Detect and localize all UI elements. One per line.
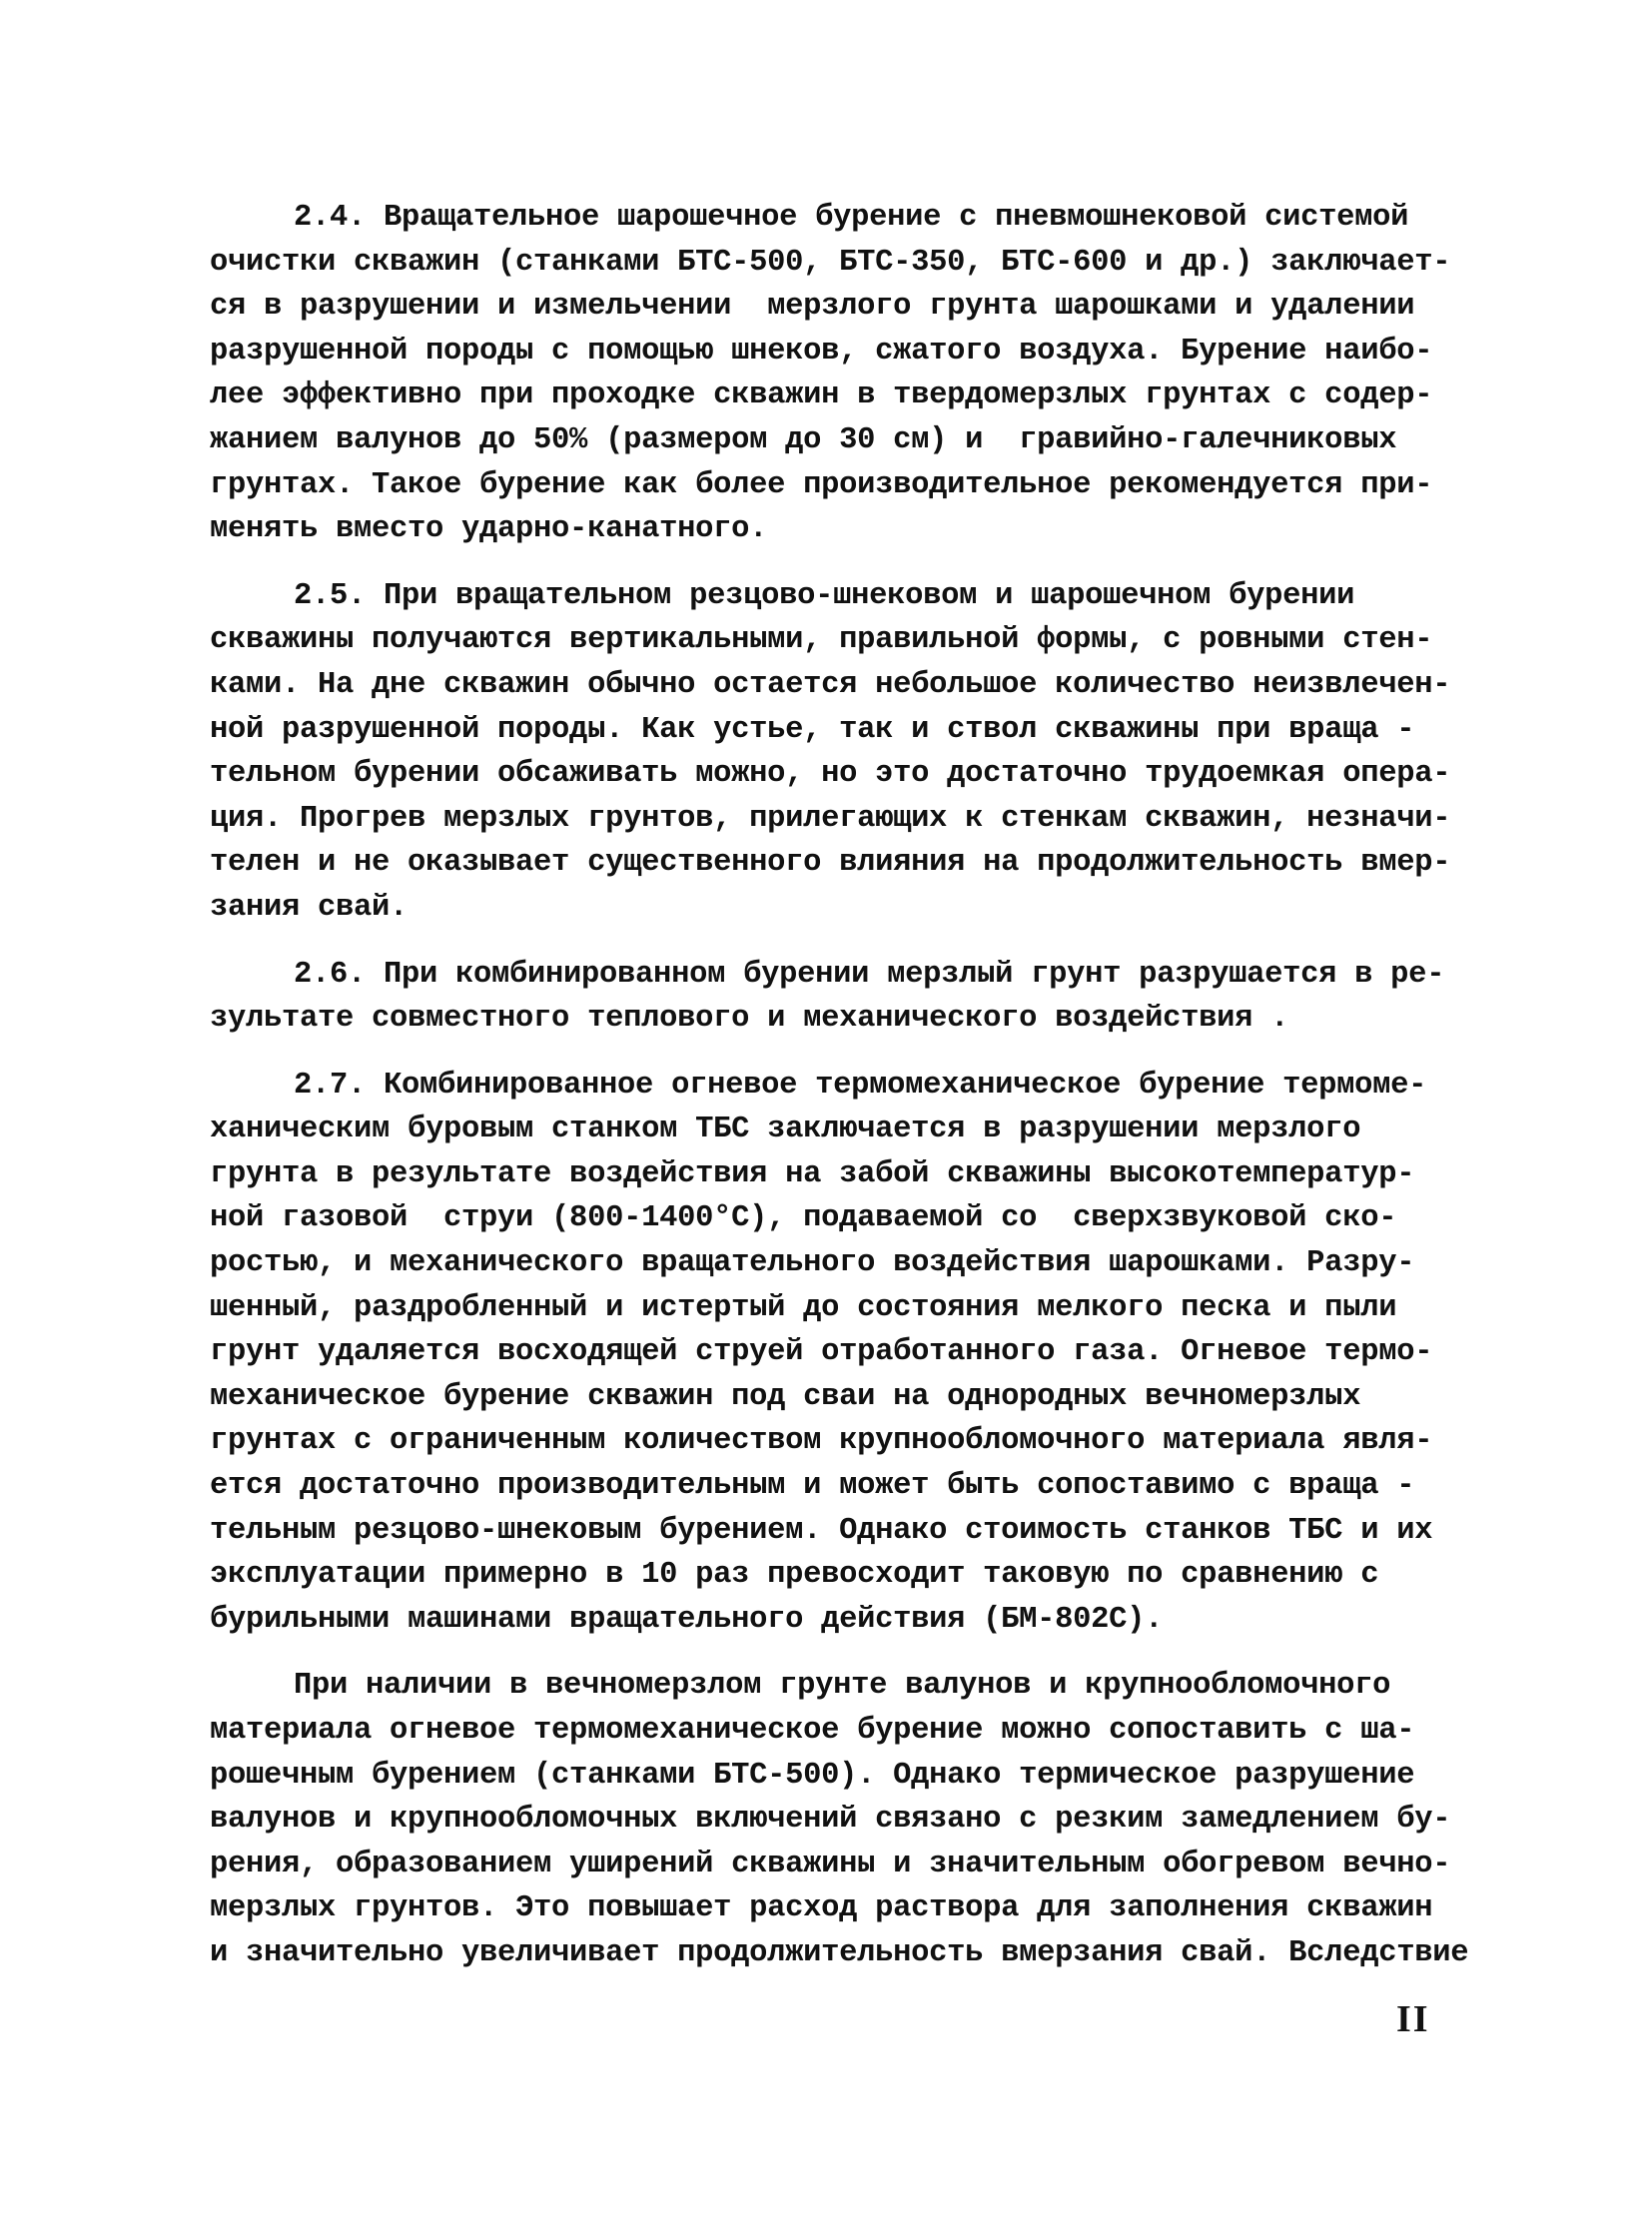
text-line: При наличии в вечномерзлом грунте валунов и крупнообломочного [294,1669,1391,1704]
text-line: скважины получаются вертикальными, правильной формы, с ровными стен- [210,623,1433,658]
text-line: материала огневое термомеханическое бурение можно сопоставить с ша- [210,1714,1415,1748]
text-line: бурильными машинами вращательного действия (БМ-802С). [210,1602,1164,1637]
text-line: разрушенной породы с помощью шнеков, сжатого воздуха. Бурение наибо- [210,334,1433,369]
text-line: грунтах с ограниченным количеством крупнообломочного материала явля- [210,1424,1433,1459]
text-line: зания свай. [210,890,409,925]
text-line: рошечным бурением (станками БТС-500). Однако термическое разрушение [210,1758,1415,1793]
text-line: 2.7. Комбинированное огневое термомеханическое бурение термоме- [294,1068,1427,1103]
text-line: ся в разрушении и измельчении мерзлого грунта шарошками и удалении [210,290,1415,325]
text-line: зультате совместного теплового и механического воздействия . [210,1002,1289,1037]
text-line: 2.5. При вращательном резцово-шнековом и шарошечном бурении [294,578,1355,613]
page-number: II [1396,1998,1430,2040]
text-line: жанием валунов до 50% (размером до 30 см) и гравийно-галечниковых [210,422,1397,457]
text-line: механическое бурение скважин под сваи на однородных вечномерзлых [210,1379,1361,1414]
text-line: ция. Прогрев мерзлых грунтов, прилегающих к стенкам скважин, незначи- [210,801,1451,836]
text-line: очистки скважин (станками БТС-500, БТС-350, БТС-600 и др.) заключает- [210,245,1451,280]
text-line: ростью, и механического вращательного воздействия шарошками. Разру- [210,1246,1415,1281]
text-line: ной разрушенной породы. Как устье, так и ствол скважины при враща - [210,712,1415,747]
paragraph-2-6 [210,953,1478,1042]
text-line: менять вместо ударно-канатного. [210,512,768,547]
text-line: валунов и крупнообломочных включений связано с резким замедлением бу- [210,1803,1451,1838]
paragraph-2-7 [210,1064,1478,1643]
document-page [210,196,1478,1998]
text-line: ной газовой струи (800-1400°С), подаваемой со сверхзвуковой ско- [210,1201,1397,1236]
text-line: ется достаточно производительным и может быть сопоставимо с враща - [210,1469,1415,1504]
text-line: тельном бурении обсаживать можно, но это достаточно трудоемкая опера- [210,757,1451,792]
text-line: мерзлых грунтов. Это повышает расход раствора для заполнения скважин [210,1891,1433,1926]
text-line: шенный, раздробленный и истертый до состояния мелкого песка и пыли [210,1290,1397,1325]
text-line: ханическим буровым станком ТБС заключается в разрушении мерзлого [210,1113,1361,1147]
text-line: лее эффективно при проходке скважин в твердомерзлых грунтах с содер- [210,378,1433,413]
paragraph-2-5 [210,574,1478,931]
text-line: телен и не оказывает существенного влияния на продолжительность вмер- [210,846,1451,881]
text-line: ками. На дне скважин обычно остается небольшое количество неизвлечен- [210,667,1451,702]
text-line: рения, образованием уширений скважины и значительным обогревом вечно- [210,1847,1451,1881]
text-line: тельным резцово-шнековым бурением. Однако стоимость станков ТБС и их [210,1513,1433,1548]
text-line: грунт удаляется восходящей струей отработанного газа. Огневое термо- [210,1335,1433,1370]
paragraph-2-4 [210,196,1478,552]
text-line: 2.4. Вращательное шарошечное бурение с пневмошнековой системой [294,201,1409,235]
paragraph-continuation [210,1664,1478,1975]
text-line: 2.6. При комбинированном бурении мерзлый грунт разрушается в ре- [294,957,1445,992]
text-line: грунта в результате воздействия на забой скважины высокотемператур- [210,1156,1415,1191]
text-line: грунтах. Такое бурение как более производительное рекомендуется при- [210,467,1433,502]
text-line: и значительно увеличивает продолжительность вмерзания свай. Вследствие [210,1935,1469,1970]
text-line: эксплуатации примерно в 10 раз превосходит таковую по сравнению с [210,1558,1379,1593]
